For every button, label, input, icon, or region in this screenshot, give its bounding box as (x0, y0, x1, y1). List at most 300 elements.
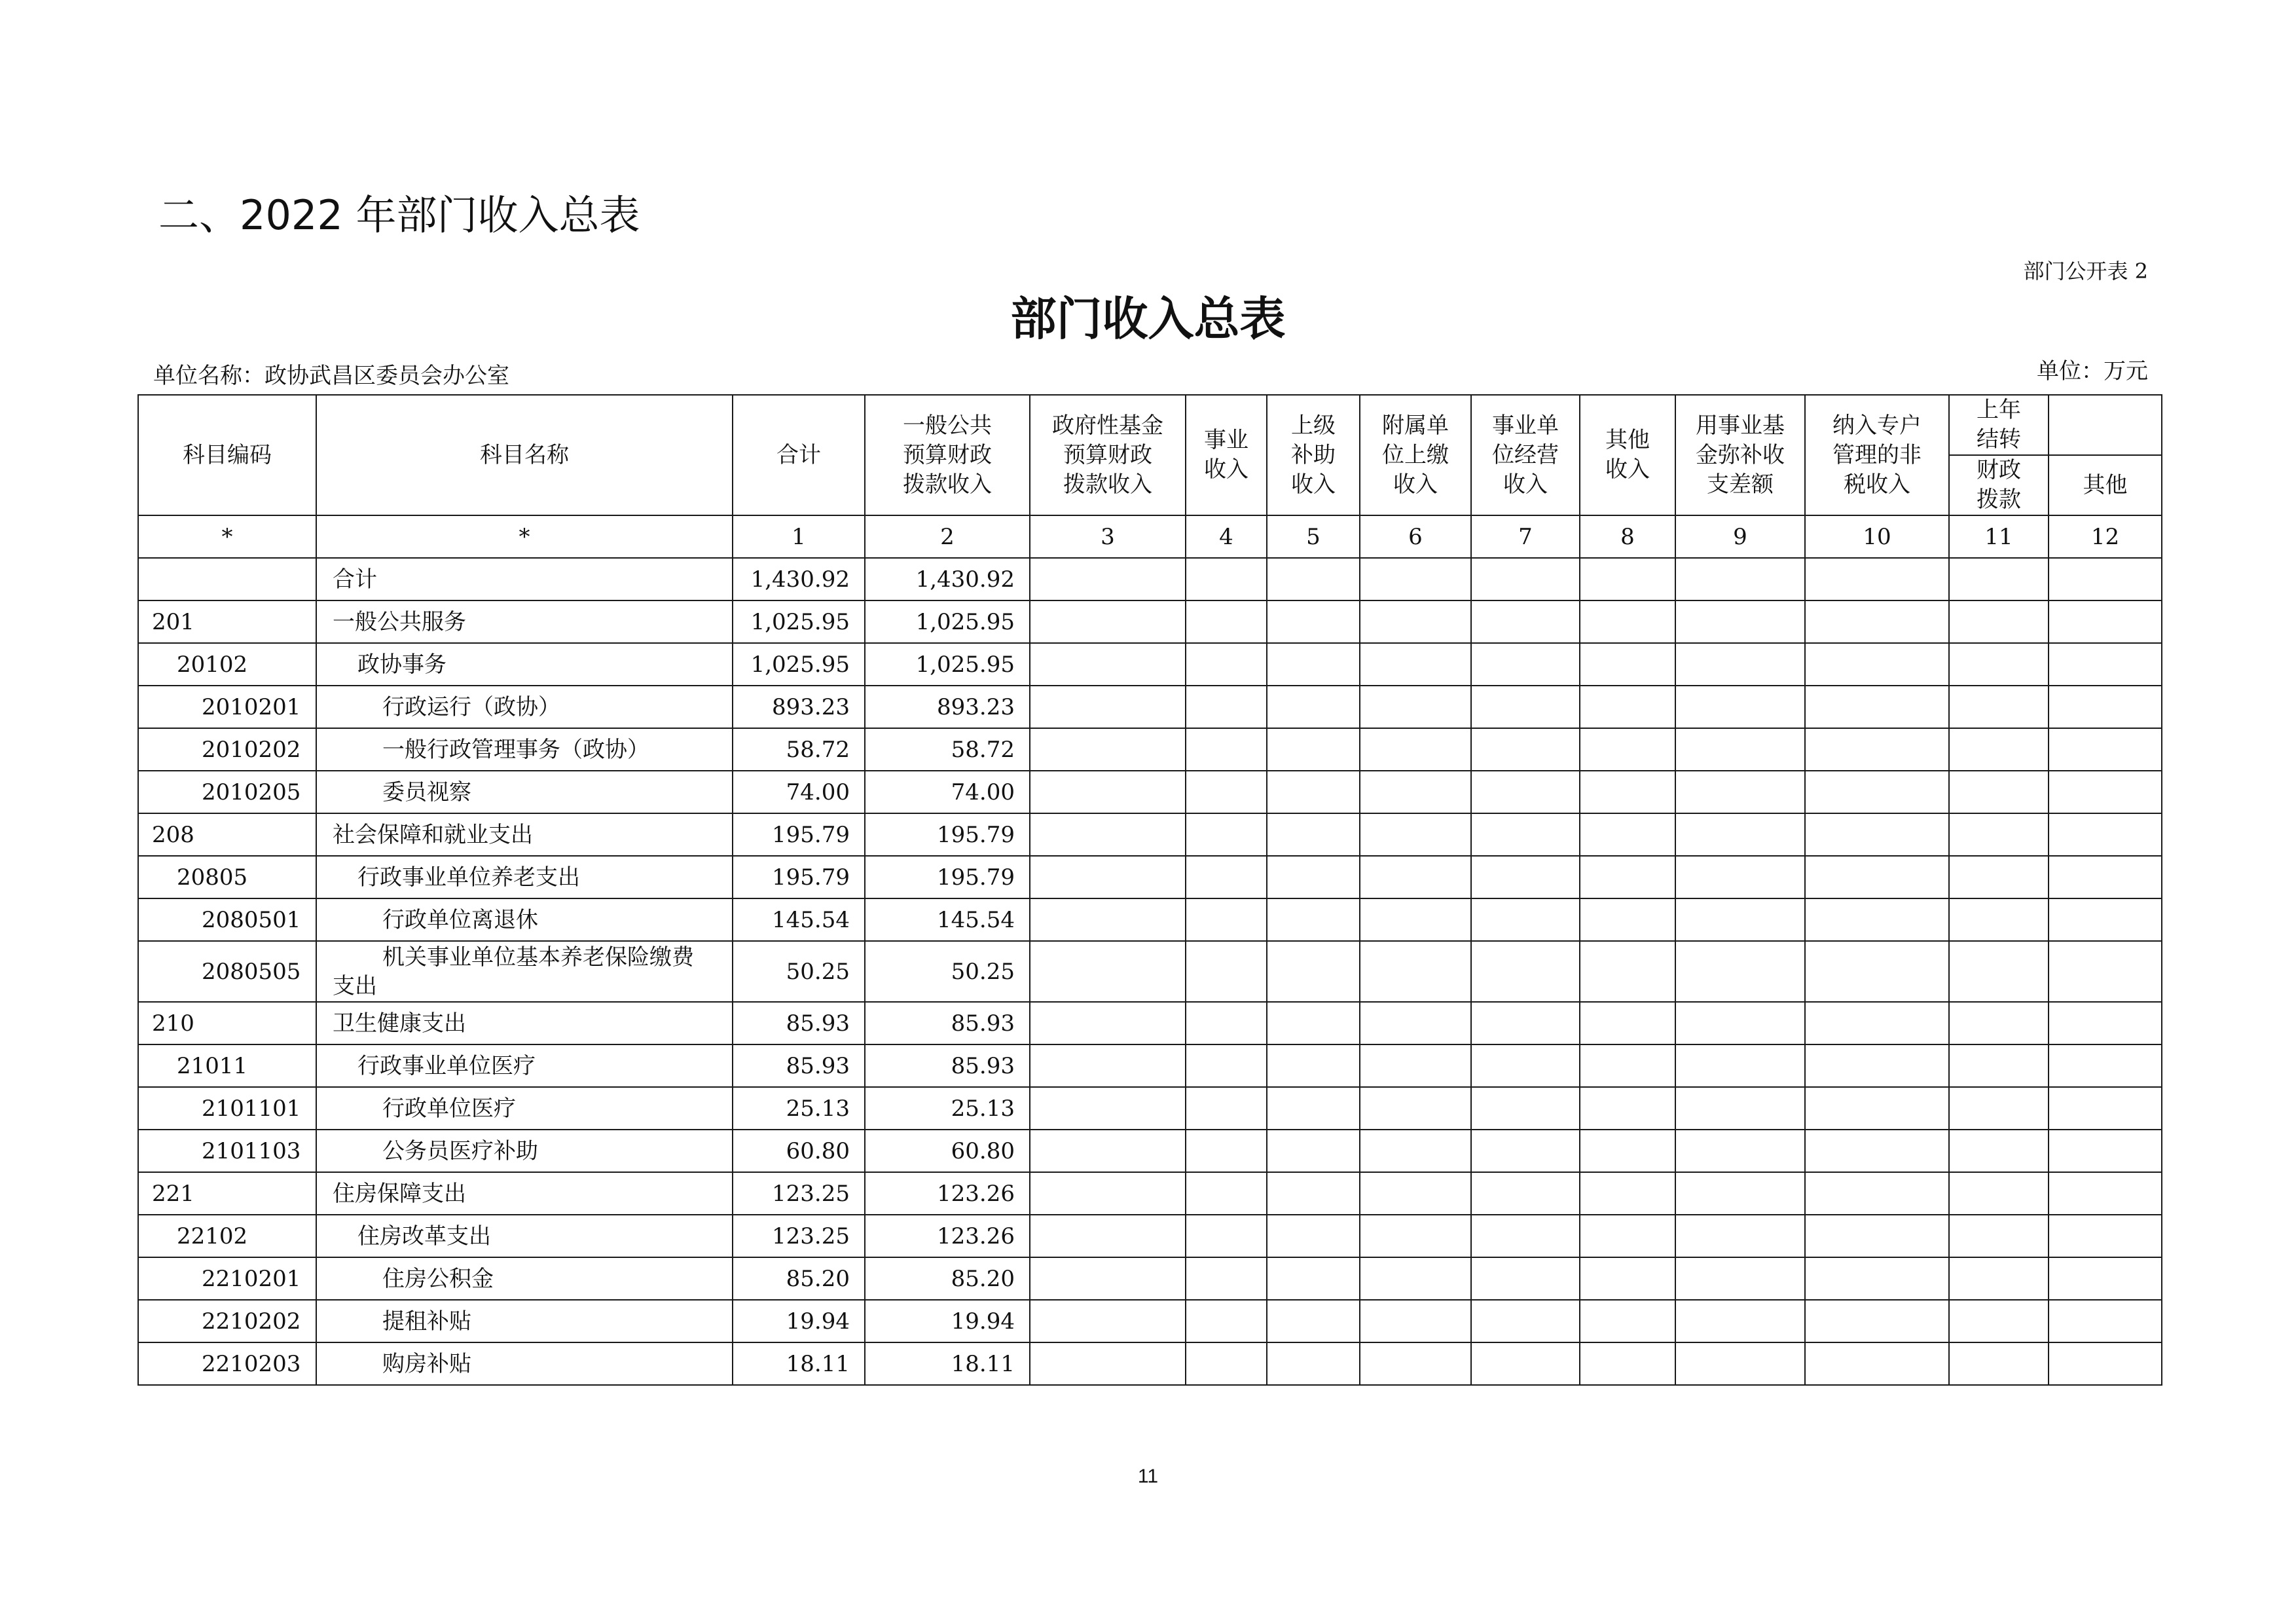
total-cell: 1,025.95 (733, 643, 865, 686)
empty-cell (1471, 1087, 1580, 1130)
empty-cell (1360, 1130, 1471, 1172)
subject-name-cell: 住房保障支出 (316, 1172, 733, 1215)
header-carryover-blank (2049, 395, 2162, 455)
subject-code-cell: 2210201 (138, 1257, 316, 1300)
empty-cell (1675, 1087, 1805, 1130)
form-number: 部门公开表 2 (2023, 259, 2148, 284)
empty-cell (1030, 1300, 1186, 1342)
column-index: 6 (1360, 515, 1471, 558)
page-number: 11 (1137, 1466, 1159, 1487)
general-budget-cell: 25.13 (865, 1087, 1030, 1130)
column-index: 2 (865, 515, 1030, 558)
empty-cell (1267, 600, 1360, 643)
empty-cell (1186, 558, 1267, 600)
empty-cell (1949, 1215, 2049, 1257)
column-index: 11 (1949, 515, 2049, 558)
subject-code-cell: 2010201 (138, 686, 316, 728)
empty-cell (1471, 728, 1580, 771)
empty-cell (1186, 1002, 1267, 1044)
empty-cell (1805, 643, 1949, 686)
empty-cell (1580, 1044, 1675, 1087)
empty-cell (1360, 1215, 1471, 1257)
total-cell: 60.80 (733, 1130, 865, 1172)
empty-cell (1267, 941, 1360, 1002)
subject-code-cell: 20805 (138, 856, 316, 898)
empty-cell (1471, 558, 1580, 600)
empty-cell (1267, 686, 1360, 728)
empty-cell (1360, 643, 1471, 686)
subject-name-cell: 机关事业单位基本养老保险缴费支出 (316, 941, 733, 1002)
empty-cell (1580, 1087, 1675, 1130)
empty-cell (2049, 1215, 2162, 1257)
empty-cell (1267, 1215, 1360, 1257)
empty-cell (2049, 728, 2162, 771)
empty-cell (1186, 600, 1267, 643)
total-cell: 50.25 (733, 941, 865, 1002)
empty-cell (1675, 771, 1805, 813)
table-body (138, 558, 2162, 1385)
empty-cell (1186, 643, 1267, 686)
empty-cell (1360, 1257, 1471, 1300)
empty-cell (1580, 898, 1675, 941)
table-row (138, 558, 2162, 600)
general-budget-cell: 85.93 (865, 1002, 1030, 1044)
table-row (138, 1342, 2162, 1385)
empty-cell (1267, 813, 1360, 856)
empty-cell (1267, 1087, 1360, 1130)
table-row (138, 898, 2162, 941)
table-row (138, 1300, 2162, 1342)
subject-name-cell: 行政单位离退休 (316, 898, 733, 941)
total-cell: 195.79 (733, 813, 865, 856)
empty-cell (1267, 643, 1360, 686)
column-index: 5 (1267, 515, 1360, 558)
header-other-income: 其他 收入 (1580, 395, 1675, 515)
empty-cell (2049, 558, 2162, 600)
subject-name-cell: 行政事业单位养老支出 (316, 856, 733, 898)
subject-name-cell: 公务员医疗补助 (316, 1130, 733, 1172)
empty-cell (2049, 1300, 2162, 1342)
empty-cell (1949, 558, 2049, 600)
empty-cell (1030, 1130, 1186, 1172)
empty-cell (1030, 1172, 1186, 1215)
column-index: 9 (1675, 515, 1805, 558)
total-cell: 74.00 (733, 771, 865, 813)
subject-name-cell: 行政运行（政协） (316, 686, 733, 728)
general-budget-cell: 123.26 (865, 1172, 1030, 1215)
general-budget-cell: 58.72 (865, 728, 1030, 771)
empty-cell (1675, 600, 1805, 643)
empty-cell (1675, 898, 1805, 941)
empty-cell (1949, 1130, 2049, 1172)
general-budget-cell: 123.26 (865, 1215, 1030, 1257)
subject-code-cell: 2010202 (138, 728, 316, 771)
unit-label: 单位：万元 (2037, 358, 2148, 384)
header-non-tax-income: 纳入专户 管理的非 税收入 (1805, 395, 1949, 515)
column-index: 3 (1030, 515, 1186, 558)
empty-cell (1360, 1342, 1471, 1385)
section-title: 二、2022 年部门收入总表 (158, 191, 640, 239)
empty-cell (1805, 941, 1949, 1002)
empty-cell (1030, 771, 1186, 813)
table-row (138, 771, 2162, 813)
subject-name-cell: 住房公积金 (316, 1257, 733, 1300)
general-budget-cell: 195.79 (865, 856, 1030, 898)
empty-cell (1267, 771, 1360, 813)
empty-cell (1360, 600, 1471, 643)
empty-cell (1471, 686, 1580, 728)
empty-cell (2049, 856, 2162, 898)
total-cell: 85.93 (733, 1002, 865, 1044)
empty-cell (1949, 1087, 2049, 1130)
empty-cell (1471, 1300, 1580, 1342)
empty-cell (1805, 1130, 1949, 1172)
table-row (138, 856, 2162, 898)
table-title: 部门收入总表 (1010, 291, 1286, 346)
empty-cell (1186, 1215, 1267, 1257)
empty-cell (1580, 1300, 1675, 1342)
empty-cell (1580, 600, 1675, 643)
empty-cell (1360, 1172, 1471, 1215)
empty-cell (1675, 728, 1805, 771)
empty-cell (2049, 813, 2162, 856)
empty-cell (1186, 771, 1267, 813)
empty-cell (1360, 941, 1471, 1002)
total-cell: 58.72 (733, 728, 865, 771)
subject-code-cell: 2080501 (138, 898, 316, 941)
empty-cell (1030, 1257, 1186, 1300)
subject-code-cell: 21011 (138, 1044, 316, 1087)
general-budget-cell: 1,430.92 (865, 558, 1030, 600)
table-row (138, 813, 2162, 856)
empty-cell (1267, 1172, 1360, 1215)
header-affiliated-payment: 附属单 位上缴 收入 (1360, 395, 1471, 515)
empty-cell (1949, 1172, 2049, 1215)
empty-cell (1267, 728, 1360, 771)
general-budget-cell: 18.11 (865, 1342, 1030, 1385)
empty-cell (1030, 856, 1186, 898)
empty-cell (1471, 1044, 1580, 1087)
table-row (138, 941, 2162, 1002)
header-row (138, 395, 2162, 455)
empty-cell (1030, 686, 1186, 728)
empty-cell (1186, 1172, 1267, 1215)
empty-cell (1805, 1087, 1949, 1130)
header-code: 科目编码 (138, 395, 316, 515)
empty-cell (1471, 600, 1580, 643)
total-cell: 145.54 (733, 898, 865, 941)
general-budget-cell: 195.79 (865, 813, 1030, 856)
subject-code-cell: 2101103 (138, 1130, 316, 1172)
empty-cell (1580, 686, 1675, 728)
column-index: 8 (1580, 515, 1675, 558)
empty-cell (1949, 813, 2049, 856)
empty-cell (1186, 686, 1267, 728)
empty-cell (1471, 1257, 1580, 1300)
empty-cell (1471, 1130, 1580, 1172)
empty-cell (1360, 728, 1471, 771)
general-budget-cell: 85.93 (865, 1044, 1030, 1087)
empty-cell (1580, 941, 1675, 1002)
header-operating-income: 事业单 位经营 收入 (1471, 395, 1580, 515)
empty-cell (1360, 813, 1471, 856)
column-index-row (138, 515, 2162, 558)
table-row (138, 1172, 2162, 1215)
income-summary-table (137, 394, 2162, 1386)
empty-cell (1949, 686, 2049, 728)
empty-cell (2049, 1130, 2162, 1172)
empty-cell (1471, 1342, 1580, 1385)
general-budget-cell: 1,025.95 (865, 600, 1030, 643)
subject-name-cell: 购房补贴 (316, 1342, 733, 1385)
empty-cell (1186, 813, 1267, 856)
empty-cell (1949, 1044, 2049, 1087)
column-index: 4 (1186, 515, 1267, 558)
empty-cell (2049, 1257, 2162, 1300)
header-general-budget: 一般公共 预算财政 拨款收入 (865, 395, 1030, 515)
empty-cell (1949, 1342, 2049, 1385)
empty-cell (1675, 1130, 1805, 1172)
empty-cell (1030, 600, 1186, 643)
empty-cell (1471, 771, 1580, 813)
empty-cell (2049, 771, 2162, 813)
empty-cell (1675, 686, 1805, 728)
subject-code-cell: 2010205 (138, 771, 316, 813)
column-index: 7 (1471, 515, 1580, 558)
empty-cell (1949, 643, 2049, 686)
subject-code-cell (138, 558, 316, 600)
empty-cell (1675, 1215, 1805, 1257)
subject-name-cell: 行政事业单位医疗 (316, 1044, 733, 1087)
empty-cell (1805, 1300, 1949, 1342)
total-cell: 25.13 (733, 1087, 865, 1130)
empty-cell (1267, 1300, 1360, 1342)
empty-cell (1580, 643, 1675, 686)
subject-code-cell: 208 (138, 813, 316, 856)
empty-cell (1675, 643, 1805, 686)
empty-cell (1360, 686, 1471, 728)
general-budget-cell: 50.25 (865, 941, 1030, 1002)
empty-cell (2049, 1342, 2162, 1385)
total-cell: 19.94 (733, 1300, 865, 1342)
empty-cell (1949, 898, 2049, 941)
table-row (138, 686, 2162, 728)
general-budget-cell: 893.23 (865, 686, 1030, 728)
empty-cell (1805, 686, 1949, 728)
total-cell: 85.93 (733, 1044, 865, 1087)
empty-cell (1949, 941, 2049, 1002)
empty-cell (1267, 1130, 1360, 1172)
empty-cell (1675, 941, 1805, 1002)
table-row (138, 1130, 2162, 1172)
empty-cell (1360, 1300, 1471, 1342)
empty-cell (1030, 1342, 1186, 1385)
empty-cell (1267, 856, 1360, 898)
empty-cell (2049, 1172, 2162, 1215)
empty-cell (1471, 1215, 1580, 1257)
empty-cell (1805, 1342, 1949, 1385)
empty-cell (1580, 1215, 1675, 1257)
general-budget-cell: 1,025.95 (865, 643, 1030, 686)
empty-cell (1580, 1002, 1675, 1044)
empty-cell (1805, 771, 1949, 813)
general-budget-cell: 145.54 (865, 898, 1030, 941)
total-cell: 1,025.95 (733, 600, 865, 643)
subject-name-cell: 委员视察 (316, 771, 733, 813)
empty-cell (1267, 1257, 1360, 1300)
table-row (138, 1044, 2162, 1087)
subject-name-cell: 一般公共服务 (316, 600, 733, 643)
empty-cell (1471, 1002, 1580, 1044)
header-carryover-group: 上年 结转 (1949, 395, 2049, 455)
empty-cell (1675, 1002, 1805, 1044)
empty-cell (1580, 1130, 1675, 1172)
empty-cell (1949, 1300, 2049, 1342)
header-business-income: 事业 收入 (1186, 395, 1267, 515)
total-cell: 893.23 (733, 686, 865, 728)
empty-cell (1471, 856, 1580, 898)
empty-cell (2049, 1087, 2162, 1130)
empty-cell (1030, 1002, 1186, 1044)
empty-cell (1186, 1087, 1267, 1130)
empty-cell (1805, 898, 1949, 941)
empty-cell (1471, 898, 1580, 941)
subject-code-cell: 2080505 (138, 941, 316, 1002)
empty-cell (1580, 1342, 1675, 1385)
table-row (138, 600, 2162, 643)
empty-cell (1949, 856, 2049, 898)
subject-code-cell: 221 (138, 1172, 316, 1215)
subject-name-cell: 一般行政管理事务（政协） (316, 728, 733, 771)
empty-cell (2049, 1044, 2162, 1087)
empty-cell (1267, 558, 1360, 600)
empty-cell (1580, 1257, 1675, 1300)
subject-name-cell: 合计 (316, 558, 733, 600)
empty-cell (1949, 600, 2049, 643)
empty-cell (1675, 558, 1805, 600)
empty-cell (1267, 1002, 1360, 1044)
empty-cell (1805, 1172, 1949, 1215)
empty-cell (2049, 600, 2162, 643)
subject-code-cell: 20102 (138, 643, 316, 686)
general-budget-cell: 19.94 (865, 1300, 1030, 1342)
table-row (138, 1087, 2162, 1130)
total-cell: 85.20 (733, 1257, 865, 1300)
table-row (138, 1002, 2162, 1044)
empty-cell (1675, 1172, 1805, 1215)
subject-name-cell: 住房改革支出 (316, 1215, 733, 1257)
empty-cell (1360, 771, 1471, 813)
empty-cell (2049, 898, 2162, 941)
table-row (138, 643, 2162, 686)
empty-cell (1186, 1342, 1267, 1385)
empty-cell (1805, 1002, 1949, 1044)
empty-cell (1580, 558, 1675, 600)
subject-code-cell: 2210202 (138, 1300, 316, 1342)
empty-cell (1267, 898, 1360, 941)
subject-name-cell: 提租补贴 (316, 1300, 733, 1342)
header-carryover-other: 其他 (2049, 455, 2162, 515)
header-total: 合计 (733, 395, 865, 515)
empty-cell (1030, 1044, 1186, 1087)
total-cell: 18.11 (733, 1342, 865, 1385)
empty-cell (1471, 643, 1580, 686)
empty-cell (2049, 686, 2162, 728)
empty-cell (1360, 1002, 1471, 1044)
general-budget-cell: 74.00 (865, 771, 1030, 813)
column-index: 12 (2049, 515, 2162, 558)
empty-cell (1580, 728, 1675, 771)
empty-cell (1030, 1215, 1186, 1257)
empty-cell (1580, 813, 1675, 856)
subject-name-cell: 卫生健康支出 (316, 1002, 733, 1044)
empty-cell (1471, 813, 1580, 856)
organization-name: 单位名称：政协武昌区委员会办公室 (153, 363, 509, 389)
empty-cell (1949, 728, 2049, 771)
empty-cell (1471, 1172, 1580, 1215)
empty-cell (1805, 558, 1949, 600)
empty-cell (1675, 813, 1805, 856)
empty-cell (1186, 1257, 1267, 1300)
empty-cell (1186, 941, 1267, 1002)
empty-cell (1186, 1044, 1267, 1087)
table-row (138, 1257, 2162, 1300)
empty-cell (1030, 728, 1186, 771)
empty-cell (1675, 1044, 1805, 1087)
header-superior-subsidy: 上级 补助 收入 (1267, 395, 1360, 515)
empty-cell (1805, 728, 1949, 771)
empty-cell (1186, 856, 1267, 898)
total-cell: 195.79 (733, 856, 865, 898)
empty-cell (1949, 1257, 2049, 1300)
empty-cell (1030, 898, 1186, 941)
empty-cell (1186, 1300, 1267, 1342)
empty-cell (1805, 1257, 1949, 1300)
empty-cell (1030, 813, 1186, 856)
empty-cell (1580, 856, 1675, 898)
empty-cell (2049, 941, 2162, 1002)
column-index: * (138, 515, 316, 558)
subject-name-cell: 政协事务 (316, 643, 733, 686)
column-index: * (316, 515, 733, 558)
empty-cell (1030, 941, 1186, 1002)
total-cell: 123.25 (733, 1172, 865, 1215)
subject-name-cell: 社会保障和就业支出 (316, 813, 733, 856)
empty-cell (1360, 856, 1471, 898)
empty-cell (1805, 1044, 1949, 1087)
empty-cell (1580, 1172, 1675, 1215)
empty-cell (1805, 1215, 1949, 1257)
empty-cell (1186, 1130, 1267, 1172)
empty-cell (1805, 813, 1949, 856)
empty-cell (1580, 771, 1675, 813)
empty-cell (1805, 600, 1949, 643)
empty-cell (1675, 1257, 1805, 1300)
empty-cell (1675, 1342, 1805, 1385)
empty-cell (1949, 771, 2049, 813)
empty-cell (1360, 1087, 1471, 1130)
empty-cell (1675, 856, 1805, 898)
empty-cell (1030, 558, 1186, 600)
column-index: 1 (733, 515, 865, 558)
subject-code-cell: 22102 (138, 1215, 316, 1257)
empty-cell (2049, 643, 2162, 686)
empty-cell (1030, 643, 1186, 686)
empty-cell (1949, 1002, 2049, 1044)
table-row (138, 728, 2162, 771)
subject-code-cell: 210 (138, 1002, 316, 1044)
table-row (138, 1215, 2162, 1257)
